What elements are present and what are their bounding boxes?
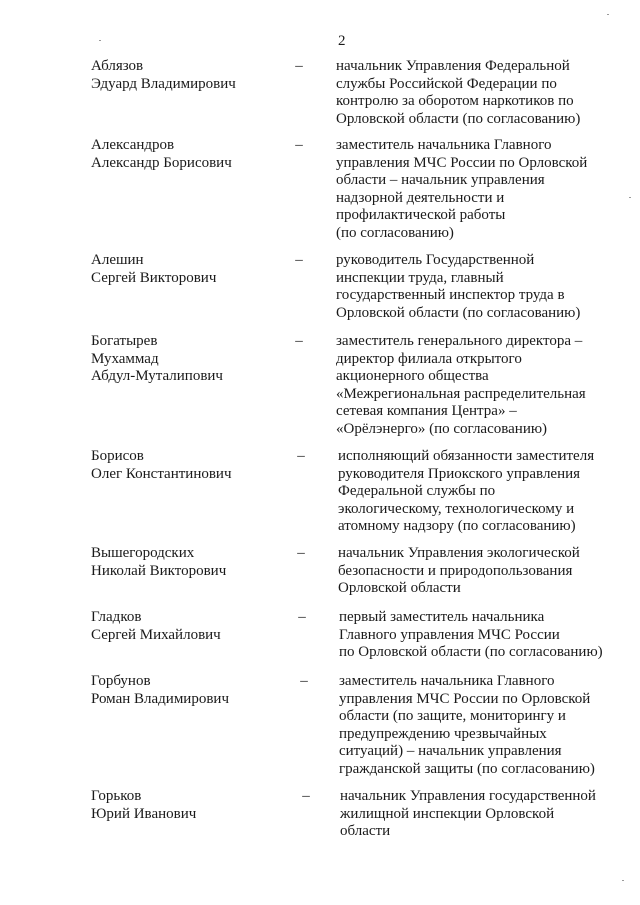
person-position: заместитель генерального директора – директор филиала открытого акционерного общества «Межрегиональная распределительная сетевая компания Центра» – «Орёлэнерго» (по согласованию) xyxy=(336,333,586,437)
separator-dash: – xyxy=(298,609,306,625)
person-position: заместитель начальника Главного управления МЧС России по Орловской области (по защите, мониторингу и предупреждению чрезвычайных ситуаций) – начальник управления гражданской защиты (по согласованию) xyxy=(339,673,595,777)
person-position: руководитель Государственной инспекции труда, главный государственный инспектор труда в Орловской области (по согласованию) xyxy=(336,252,581,321)
page-number: 2 xyxy=(338,33,346,49)
scan-speck xyxy=(99,40,101,41)
person-position: первый заместитель начальника Главного управления МЧС России по Орловской области (по согласованию) xyxy=(339,609,603,660)
person-position: исполняющий обязанности заместителя руководителя Приокского управления Федеральной службы по экологическому, технологическому и атомному надзору (по согласованию) xyxy=(338,448,595,534)
person-position: начальник Управления экологической безопасности и природопользования Орловской области xyxy=(338,545,580,596)
person-position: начальник Управления Федеральной службы Российской Федерации по контролю за оборотом наркотиков по Орловской области (по согласованию) xyxy=(336,58,581,127)
person-name: Аблязов Эдуард Владимирович xyxy=(91,58,236,92)
scan-speck xyxy=(629,197,631,198)
separator-dash: – xyxy=(295,252,303,268)
person-name: Александров Александр Борисович xyxy=(91,137,232,171)
person-name: Вышегородских Николай Викторович xyxy=(91,545,227,579)
person-name: Гладков Сергей Михайлович xyxy=(91,609,221,643)
person-name: Горбунов Роман Владимирович xyxy=(91,673,229,707)
separator-dash: – xyxy=(300,673,308,689)
separator-dash: – xyxy=(297,545,305,561)
scan-speck xyxy=(622,880,624,881)
separator-dash: – xyxy=(297,448,305,464)
separator-dash: – xyxy=(302,788,310,804)
person-name: Богатырев Мухаммад Абдул-Муталипович xyxy=(91,333,223,384)
scan-speck xyxy=(607,14,609,15)
separator-dash: – xyxy=(295,58,303,74)
person-name: Алешин Сергей Викторович xyxy=(91,252,217,286)
person-name: Горьков Юрий Иванович xyxy=(91,788,197,822)
person-position: заместитель начальника Главного управления МЧС России по Орловской области – начальник управления надзорной деятельности и профилактической работы (по согласованию) xyxy=(336,137,588,241)
person-name: Борисов Олег Константинович xyxy=(91,448,232,482)
person-position: начальник Управления государственной жилищной инспекции Орловской области xyxy=(340,788,596,839)
separator-dash: – xyxy=(295,137,303,153)
separator-dash: – xyxy=(295,333,303,349)
